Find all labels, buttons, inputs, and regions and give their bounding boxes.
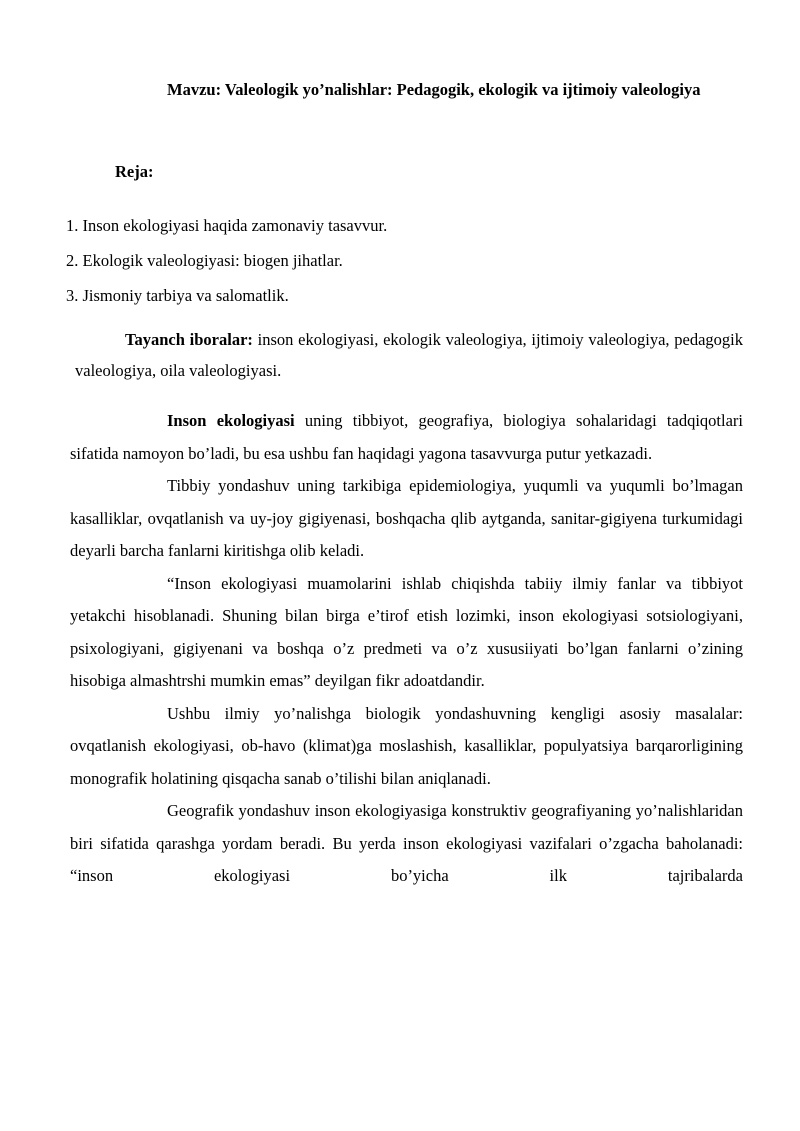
keywords-paragraph bbox=[75, 324, 743, 386]
plan-heading: Reja: bbox=[115, 162, 154, 181]
paragraph-text: “Inson ekologiyasi muamolarini ishlab chiqishda tabiiy ilmiy fanlar va tibbiyot yetakchi hisoblanadi. Shuning bilan birga e’tirof etish lozimki, inson ekologiyasi sotsiologiyani, psixologiyani, gigiyenani va boshqa o’z predmeti va o’z xususiiyati bo’lgan fanlarni o’zining hisobiga almashtrshi mumkin emas” deyilgan fikr adoatdandir. bbox=[70, 573, 743, 690]
paragraph bbox=[70, 568, 743, 698]
plan-list bbox=[66, 208, 387, 313]
paragraph bbox=[70, 795, 743, 893]
paragraph-text: Geografik yondashuv inson ekologiyasiga konstruktiv geografiyaning yo’nalishlaridan biri sifatida qarashga yordam beradi. Bu yerda inson ekologiyasi vazifalari o’zgacha baholanadi: “inson ekologiyasi bo’yicha ilk tajribalarda bbox=[70, 801, 743, 885]
keywords-label: Tayanch iboralar: bbox=[125, 330, 253, 349]
plan-item: 3. Jismoniy tarbiya va salomatlik. bbox=[66, 286, 289, 305]
document-title: Mavzu: Valeologik yo’nalishlar: Pedagogik, ekologik va ijtimoiy valeologiya bbox=[167, 80, 701, 99]
paragraph-text: uning tibbiyot, geografiya, biologiya sohalaridagi tadqiqotlari sifatida namoyon bo’ladi, bu esa ushbu fan haqidagi yagona tasavvurga putur yetkazadi. bbox=[70, 411, 743, 463]
paragraph bbox=[70, 470, 743, 568]
plan-item: 2. Ekologik valeologiyasi: biogen jihatlar. bbox=[66, 251, 343, 270]
keywords-text: inson ekologiyasi, ekologik valeologiya, ijtimoiy valeologiya, pedagogik valeologiya, oila valeologiyasi. bbox=[75, 330, 743, 380]
paragraph bbox=[70, 698, 743, 796]
paragraph-text: Tibbiy yondashuv uning tarkibiga epidemiologiya, yuqumli va yuqumli bo’lmagan kasalliklar, ovqatlanish va uy-joy gigiyenasi, boshqacha qlib aytganda, sanitar-gigiyena turkumidagi deyarli barcha fanlarni kiritishga olib keladi. bbox=[70, 476, 743, 560]
body-text bbox=[70, 405, 743, 893]
paragraph bbox=[70, 405, 743, 470]
paragraph-lead: Inson ekologiyasi bbox=[167, 411, 295, 430]
paragraph-text: Ushbu ilmiy yo’nalishga biologik yondashuvning kengligi asosiy masalalar: ovqatlanish ekologiyasi, ob-havo (klimat)ga moslashish, kasalliklar, populyatsiya barqarorligining monografik holatining qisqacha sanab o’tilishi bilan aniqlanadi. bbox=[70, 703, 743, 788]
plan-item: 1. Inson ekologiyasi haqida zamonaviy tasavvur. bbox=[66, 216, 388, 235]
